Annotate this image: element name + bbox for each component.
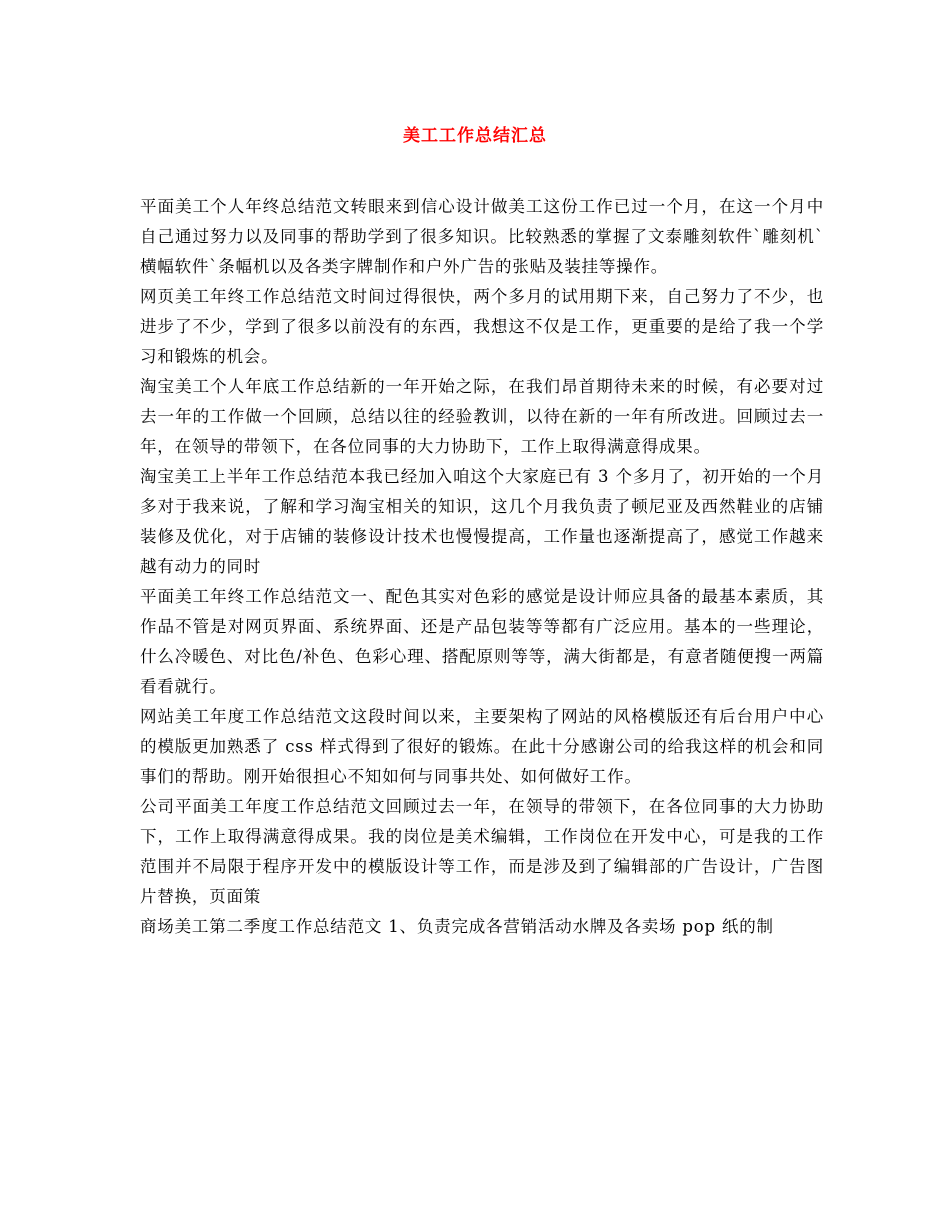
paragraph-2: 网页美工年终工作总结范文时间过得很快，两个多月的试用期下来，自己努力了不少，也进步了不少，学到了很多以前没有的东西，我想这不仅是工作，更重要的是给了我一个学习和锻炼的机会。 [140,287,824,366]
paragraph-5: 平面美工年终工作总结范文一、配色其实对色彩的感觉是设计师应具备的最基本素质，其作品不管是对网页界面、系统界面、还是产品包装等等都有广泛应用。基本的一些理论，什么冷暖色、对比色/补色、色彩心理、搭配原则等等，满大街都是，有意者随便搜一两篇看看就行。 [140,587,824,696]
paragraph-7: 公司平面美工年度工作总结范文回顾过去一年，在领导的带领下，在各位同事的大力协助下，工作上取得满意得成果。我的岗位是美术编辑，工作岗位在开发中心，可是我的工作范围并不局限于程序开发中的模版设计等工作，而是涉及到了编辑部的广告设计，广告图片替换，页面策 [140,797,824,906]
paragraph-3: 淘宝美工个人年底工作总结新的一年开始之际，在我们昂首期待未来的时候，有必要对过去一年的工作做一个回顾，总结以往的经验教训，以待在新的一年有所改进。回顾过去一年，在领导的带领下，在各位同事的大力协助下，工作上取得满意得成果。 [140,377,824,456]
paragraph-1: 平面美工个人年终总结范文转眼来到信心设计做美工这份工作已过一个月，在这一个月中自己通过努力以及同事的帮助学到了很多知识。比较熟悉的掌握了文泰雕刻软件`雕刻机`横幅软件`条幅机以及各类字牌制作和户外广告的张贴及装挂等操作。 [140,197,824,276]
document-body [140,192,824,942]
paragraph-8: 商场美工第二季度工作总结范文 1、负责完成各营销活动水牌及各卖场 pop 纸的制 [140,917,774,936]
document-title: 美工工作总结汇总 [403,126,547,146]
paragraph-4: 淘宝美工上半年工作总结范本我已经加入咱这个大家庭已有 3 个多月了，初开始的一个月多对于我来说，了解和学习淘宝相关的知识，这几个月我负责了顿尼亚及西然鞋业的店铺装修及优化，对于店铺的装修设计技术也慢慢提高，工作量也逐渐提高了，感觉工作越来越有动力的同时 [140,467,824,576]
paragraph-6: 网站美工年度工作总结范文这段时间以来，主要架构了网站的风格模版还有后台用户中心的模版更加熟悉了 css 样式得到了很好的锻炼。在此十分感谢公司的给我这样的机会和同事们的帮助。刚开始很担心不知如何与同事共处、如何做好工作。 [140,707,824,786]
